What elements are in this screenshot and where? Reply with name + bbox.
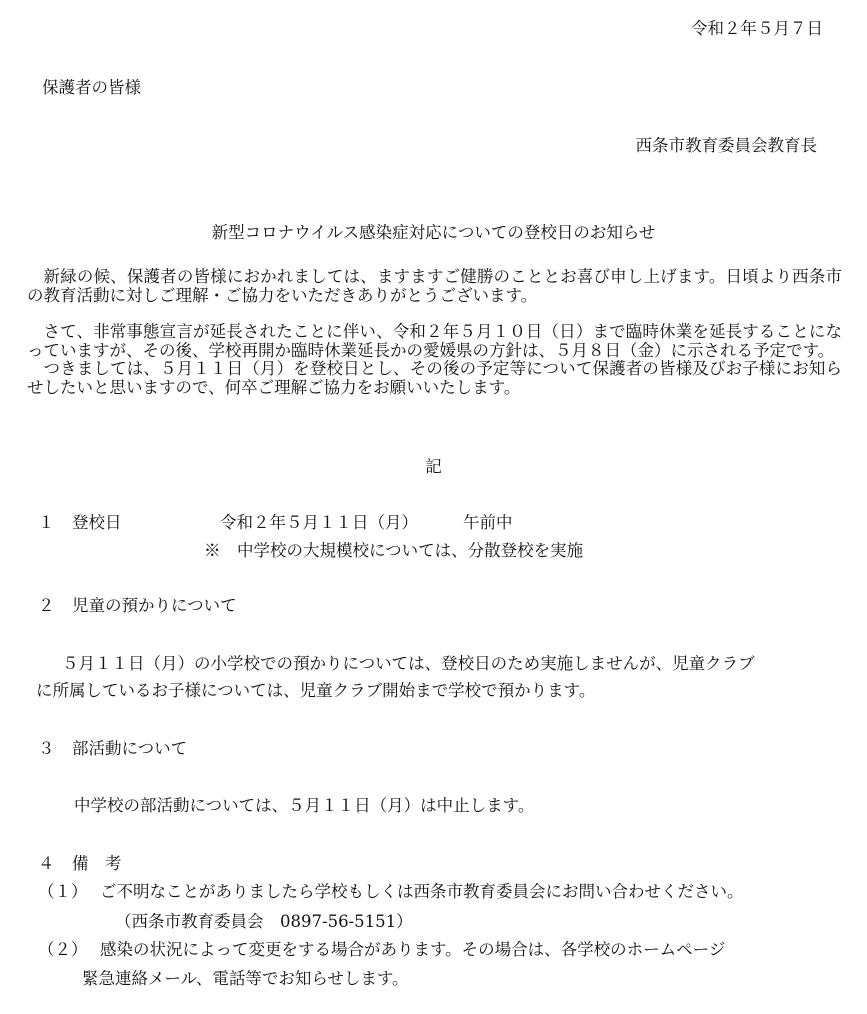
remark-text: 感染の状況によって変更をする場合があります。その場合は、各学校のホームページ	[100, 940, 726, 959]
section-number: ４	[38, 854, 55, 873]
section-number: ２	[38, 596, 55, 615]
ki-marker: 記	[425, 457, 442, 476]
section-heading-club-activities	[38, 741, 187, 758]
remark-text-continued: 緊急連絡メール、電話等でお知らせします。	[82, 969, 409, 988]
childcare-text-line: ５月１１日（月）の小学校での預かりについては、登校日のため実施しませんが、児童クラブ	[62, 654, 755, 673]
remark-number: （１）	[38, 882, 88, 901]
section-heading-childcare	[38, 598, 237, 615]
section-title: 児童の預かりについて	[72, 596, 237, 615]
school-day-date: 令和２年５月１１日（月）	[220, 513, 418, 532]
sender: 西条市教育委員会教育長	[635, 136, 817, 155]
section-number: ３	[38, 739, 55, 758]
school-day-note: ※ 中学校の大規模校については、分散登校を実施	[204, 541, 584, 560]
section-title: 備 考	[72, 854, 122, 873]
intro-paragraph: 新緑の候、保護者の皆様におかれましては、ますますご健勝のこととお喜び申し上げます。日頃より西条市の教育活動に対しご理解・ご協力をいただきありがとうございます。	[27, 267, 842, 305]
section-title: 部活動について	[72, 739, 188, 758]
section-heading-remarks	[38, 856, 122, 873]
section-number: １	[38, 513, 55, 532]
contact-phone: （西条市教育委員会 0897-56-5151）	[115, 912, 413, 931]
document-title: 新型コロナウイルス感染症対応についての登校日のお知らせ	[211, 223, 656, 242]
section-title: 登校日	[72, 513, 122, 532]
intro-paragraph: さて、非常事態宣言が延長されたことに伴い、令和２年５月１０日（日）まで臨時休業を延長することになっていますが、その後、学校再開か臨時休業延長かの愛媛県の方針は、５月８日（金）に示される予定です。	[27, 322, 842, 360]
childcare-text-line: に所属しているお子様については、児童クラブ開始まで学校で預かります。	[36, 681, 596, 700]
section-heading-school-day	[38, 515, 122, 532]
document-date: 令和２年５月７日	[691, 19, 823, 38]
addressee: 保護者の皆様	[42, 78, 141, 97]
remark-item	[38, 942, 725, 959]
remark-number: （２）	[38, 940, 88, 959]
club-activities-text: 中学校の部活動については、５月１１日（月）は中止します。	[74, 796, 535, 815]
school-day-time: 午前中	[463, 513, 513, 532]
intro-paragraph: つきましては、５月１１日（月）を登校日とし、その後の予定等について保護者の皆様及びお子様にお知らせしたいと思いますので、何卒ご理解ご協力をお願いいたします。	[27, 359, 842, 397]
remark-text: ご不明なことがありましたら学校もしくは西条市教育委員会にお問い合わせください。	[100, 882, 744, 901]
remark-item	[38, 884, 744, 901]
